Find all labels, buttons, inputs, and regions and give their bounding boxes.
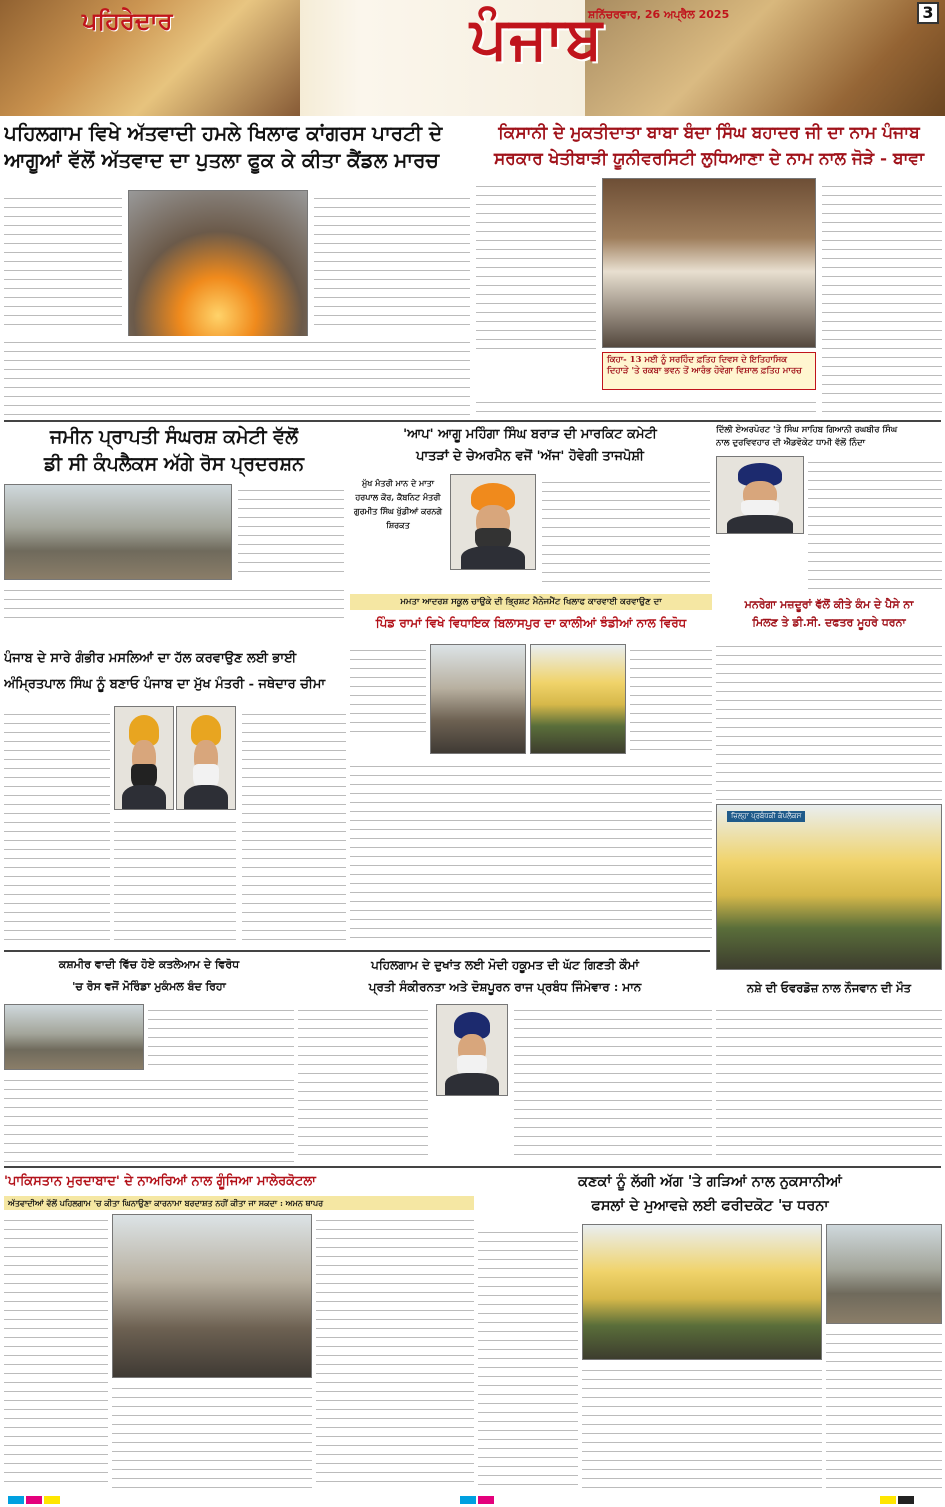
body-text: [716, 1004, 942, 1162]
headline-line-1: ਕਸ਼ਮੀਰ ਵਾਦੀ ਵਿੱਚ ਹੋਏ ਕਤਲੇਆਮ ਦੇ ਵਿਰੋਧ: [58, 958, 240, 971]
photo-malerkotla-rally: [112, 1214, 312, 1378]
story-black-flags-body: [350, 644, 712, 948]
headline-line-2: ਡੀ ਸੀ ਕੰਪਲੈਕਸ ਅੱਗੇ ਰੋਸ ਪ੍ਰਦਰਸ਼ਨ: [43, 453, 305, 475]
headline-line-2: ਨਾਲ ਦੁਰਵਿਵਹਾਰ ਦੀ ਐਡਵੋਕੇਟ ਧਾਮੀ ਵੱਲੋਂ ਨਿੰਦਾ: [716, 438, 866, 448]
magenta-swatch: [26, 1496, 42, 1504]
photo-black-flags-1: [430, 644, 526, 754]
headline: [4, 424, 344, 478]
story-candle-march: [4, 120, 470, 420]
headline-line-2: ਸਰਕਾਰ ਖੇਤੀਬਾੜੀ ਯੂਨੀਵਰਸਿਟੀ ਲੁਧਿਆਣਾ ਦੇ ਨਾਮ ਨਾਲ ਜੋੜੇ - ਬਾਵਾ: [493, 149, 925, 169]
body-col-1: [4, 1214, 108, 1490]
portrait-leader: [450, 474, 536, 570]
story-overdose: [716, 978, 942, 1164]
building-sign: ਜ਼ਿਲ੍ਹਾ ਪ੍ਰਬੰਧਕੀ ਕੰਪਲੈਕਸ: [727, 811, 805, 822]
subhead-band: [4, 1196, 474, 1210]
headline-line-2: ਫਸਲਾਂ ਦੇ ਮੁਆਵਜ਼ੇ ਲਈ ਫਰੀਦਕੋਟ 'ਚ ਧਰਨਾ: [591, 1197, 829, 1214]
headline: ਪਿੰਡ ਰਾਮਾਂ ਵਿਖੇ ਵਿਧਾਇਕ ਬਿਲਾਸਪੁਰ ਦਾ ਕਾਲੀਆਂ ਝੰਡੀਆਂ ਨਾਲ ਵਿਰੋਧ: [375, 616, 687, 630]
story-land-protest: [4, 424, 344, 624]
story-cheema: [4, 646, 346, 946]
portrait-amritpal: [114, 706, 174, 810]
headline-line-2: ਪਾਤੜਾਂ ਦੇ ਚੇਅਰਮੈਨ ਵਜੋਂ 'ਅੱਜ' ਹੋਵੇਗੀ ਤਾਜਪੋਸ਼ੀ: [416, 449, 644, 464]
cyan-swatch: [8, 1496, 24, 1504]
callout-text: ਕਿਹਾ- 13 ਮਈ ਨੂੰ ਸਰਹਿੰਦ ਫ਼ਤਿਹ ਦਿਵਸ ਦੇ ਇਤਿਹਾਸਿਕ ਦਿਹਾੜੇ 'ਤੇ ਰਕਬਾ ਭਵਨ ਤੋਂ ਆਰੰਭ ਹੋਵੇਗਾ ਵਿਸ਼ਾਲ ਫ਼ਤਿਹ ਮਾਰਚ: [607, 355, 802, 376]
body-col-3: [242, 708, 346, 944]
headline: [4, 646, 346, 698]
portrait-cheema: [176, 706, 236, 810]
photo-protest: [4, 484, 232, 580]
section-title: ਪੰਜਾਬ: [470, 4, 605, 72]
body-col: [542, 476, 710, 590]
body-col: [238, 484, 344, 580]
headline: [716, 596, 942, 632]
story-banda-singh: [476, 120, 942, 420]
body-col: [808, 456, 942, 590]
headline-line-2: ਆਗੂਆਂ ਵੱਲੋਂ ਅੱਤਵਾਦ ਦਾ ਪੁਤਲਾ ਫੂਕ ਕੇ ਕੀਤਾ ਕੈਂਡਲ ਮਾਰਚ: [4, 148, 440, 172]
story-malerkotla: [4, 1170, 474, 1492]
headline: [476, 120, 942, 172]
body-col: [148, 1004, 294, 1070]
headline-line-2: ਅੰਮ੍ਰਿਤਪਾਲ ਸਿੰਘ ਨੂੰ ਬਣਾਓ ਪੰਜਾਬ ਦਾ ਮੁੱਖ ਮੰਤਰੀ - ਜਥੇਦਾਰ ਚੀਮਾ: [4, 677, 326, 692]
body-bottom: [4, 1074, 294, 1162]
headline-line-1: ਪਹਿਲਗਾਮ ਵਿਖੇ ਅੱਤਵਾਦੀ ਹਮਲੇ ਖਿਲਾਫ ਕਾਂਗਰਸ ਪਾਰਟੀ ਦੇ: [4, 121, 443, 145]
photo-black-flags-2: [530, 644, 626, 754]
story-maan: [298, 954, 712, 1164]
body-col-2: [112, 1382, 312, 1490]
photo-farmers-dharna: [582, 1224, 822, 1360]
print-registration-strip: [0, 1493, 945, 1507]
issue-date: ਸ਼ਨਿੱਚਰਵਾਰ, 26 ਅਪ੍ਰੈਲ 2025: [588, 8, 730, 21]
body-bottom: [476, 396, 816, 418]
headline: [4, 120, 470, 174]
headline: ਨਸ਼ੇ ਦੀ ਓਵਰਡੋਜ਼ ਨਾਲ ਨੌਜਵਾਨ ਦੀ ਮੌਤ: [746, 981, 912, 995]
story-market-committee: [350, 424, 710, 594]
body-col-1: [4, 192, 122, 330]
photo-mnrega-dharna: [716, 804, 942, 970]
yellow-swatch: [880, 1496, 896, 1504]
body-bottom: [4, 336, 470, 418]
body-col-2: [582, 1364, 822, 1490]
body-col-2: [314, 192, 470, 330]
body-bottom: [350, 760, 712, 946]
row-divider: [4, 950, 710, 952]
headline-line-2: 'ਚ ਰੋਸ ਵਜੋਂ ਮੋਰਿੰਡਾ ਮੁਕੰਮਲ ਬੰਦ ਰਿਹਾ: [72, 980, 226, 993]
headline-line-1: ਕਣਕਾਂ ਨੂੰ ਲੱਗੀ ਅੱਗ 'ਤੇ ਗੜਿਆਂ ਨਾਲ ਨੁਕਸਾਨੀਆਂ: [578, 1173, 842, 1190]
subhead-text: ਮਮਤਾ ਆਦਰਸ਼ ਸਕੂਲ ਚਾਉਕੇ ਦੀ ਭ੍ਰਿਸ਼ਟ ਮੈਨੇਜਮੈਂਟ ਖਿਲਾਫ ਕਾਰਵਾਈ ਕਰਵਾਉਣ ਦਾ: [400, 597, 662, 607]
row-divider: [4, 1166, 941, 1168]
yellow-swatch: [44, 1496, 60, 1504]
headline-line-1: ਜਮੀਨ ਪ੍ਰਾਪਤੀ ਸੰਘਰਸ਼ ਕਮੇਟੀ ਵੱਲੋਂ: [50, 426, 298, 448]
magenta-swatch: [478, 1496, 494, 1504]
photo-press-conference: [602, 178, 816, 348]
newspaper-logo: ਪਹਿਰੇਦਾਰ: [82, 6, 173, 35]
headline: [350, 424, 710, 468]
body-col-1: [478, 1226, 578, 1490]
page-number: 3: [917, 2, 939, 24]
body-col-3: [822, 180, 942, 416]
headline-line-1: ਪੰਜਾਬ ਦੇ ਸਾਰੇ ਗੰਭੀਰ ਮਸਲਿਆਂ ਦਾ ਹੱਲ ਕਰਵਾਉਣ ਲਈ ਭਾਈ: [4, 651, 297, 666]
row-divider: [4, 420, 941, 422]
headline-line-1: ਮਨਰੇਗਾ ਮਜ਼ਦੂਰਾਂ ਵੱਲੋਂ ਕੀਤੇ ਕੰਮ ਦੇ ਪੈਸੇ ਨਾ: [744, 598, 914, 611]
body-col-1: [476, 180, 596, 356]
body-col-3: [316, 1214, 474, 1490]
headline-line-1: ਕਿਸਾਨੀ ਦੇ ਮੁਕਤੀਦਾਤਾ ਬਾਬਾ ਬੰਦਾ ਸਿੰਘ ਬਹਾਦਰ ਜੀ ਦਾ ਨਾਮ ਪੰਜਾਬ: [498, 123, 920, 143]
story-airport-incident: [716, 424, 942, 594]
black-swatch: [898, 1496, 914, 1504]
story-school-subhead: [350, 594, 712, 610]
body-col-3: [826, 1328, 942, 1490]
headline-line-1: ਪਹਿਲਗਾਮ ਦੇ ਦੁਖਾਂਤ ਲਈ ਮੋਦੀ ਹਕੂਮਤ ਦੀ ਘੱਟ ਗਿਣਤੀ ਕੌਮਾਂ: [371, 958, 639, 972]
photo-closed-market: [4, 1004, 144, 1070]
headline: [716, 424, 942, 450]
photo-farmers-2: [826, 1224, 942, 1324]
body-bottom: [4, 584, 344, 624]
inset-text: ਮੁੱਖ ਮੰਤਰੀ ਮਾਨ ਦੇ ਮਾਤਾ ਹਰਪਾਲ ਕੌਰ, ਕੈਬਨਿਟ ਮੰਤਰੀ ਗੁਰਮੀਤ ਸਿੰਘ ਖੁੱਡੀਆਂ ਕਰਨਗੇ ਸ਼ਿਰਕਤ: [354, 478, 442, 530]
body-col-2: [630, 644, 712, 754]
headline-line-2: ਮਿਲਣ ਤੇ ਡੀ.ਸੀ. ਦਫਤਰ ਮੂਹਰੇ ਧਰਨਾ: [752, 616, 906, 629]
body-col-1: [298, 1004, 428, 1162]
story-morinda: [4, 954, 294, 1164]
headline: [4, 954, 294, 998]
body-col-2: [114, 816, 236, 944]
cyan-swatch: [460, 1496, 476, 1504]
callout-box: [602, 352, 816, 390]
masthead: [0, 0, 945, 116]
story-black-flags: [350, 612, 712, 642]
story-mnrega: [716, 596, 942, 976]
body-col-2: [514, 1004, 712, 1162]
headline: 'ਪਾਕਿਸਤਾਨ ਮੁਰਦਾਬਾਦ' ਦੇ ਨਾਅਰਿਆਂ ਨਾਲ ਗੂੰਜਿਆ ਮਾਲੇਰਕੋਟਲਾ: [4, 1174, 316, 1189]
headline-line-1: ਦਿੱਲੀ ਏਅਰਪੋਰਟ 'ਤੇ ਸਿੰਘ ਸਾਹਿਬ ਗਿਆਨੀ ਰਘਬੀਰ ਸਿੰਘ: [716, 425, 898, 435]
portrait-dhami: [716, 456, 804, 534]
body-text: [716, 640, 942, 800]
portrait-maan: [436, 1004, 508, 1096]
headline: [478, 1170, 942, 1218]
story-faridkot: [478, 1170, 942, 1492]
subhead: ਅੱਤਵਾਦੀਆਂ ਵੱਲੋਂ ਪਹਿਲਗਾਮ 'ਚ ਕੀਤਾ ਘਿਨਾਉਣਾ ਕਾਰਨਾਮਾ ਬਰਦਾਸ਼ਤ ਨਹੀਂ ਕੀਤਾ ਜਾ ਸਕਦਾ : ਅਮਨ ਥਾਪਰ: [8, 1198, 324, 1208]
headline-line-2: ਪ੍ਰਤੀ ਸੰਕੀਰਨਤਾ ਅਤੇ ਦੋਸ਼ਪੂਰਨ ਰਾਜ ਪ੍ਰਬੰਧ ਜਿੰਮੇਵਾਰ : ਮਾਨ: [368, 980, 642, 994]
body-col-1: [4, 708, 110, 944]
headline: [298, 954, 712, 998]
body-col-1: [350, 644, 426, 734]
headline-line-1: 'ਆਪ' ਆਗੂ ਮਹਿੰਗਾ ਸਿੰਘ ਬਰਾੜ ਦੀ ਮਾਰਕਿਟ ਕਮੇਟੀ: [403, 427, 657, 442]
